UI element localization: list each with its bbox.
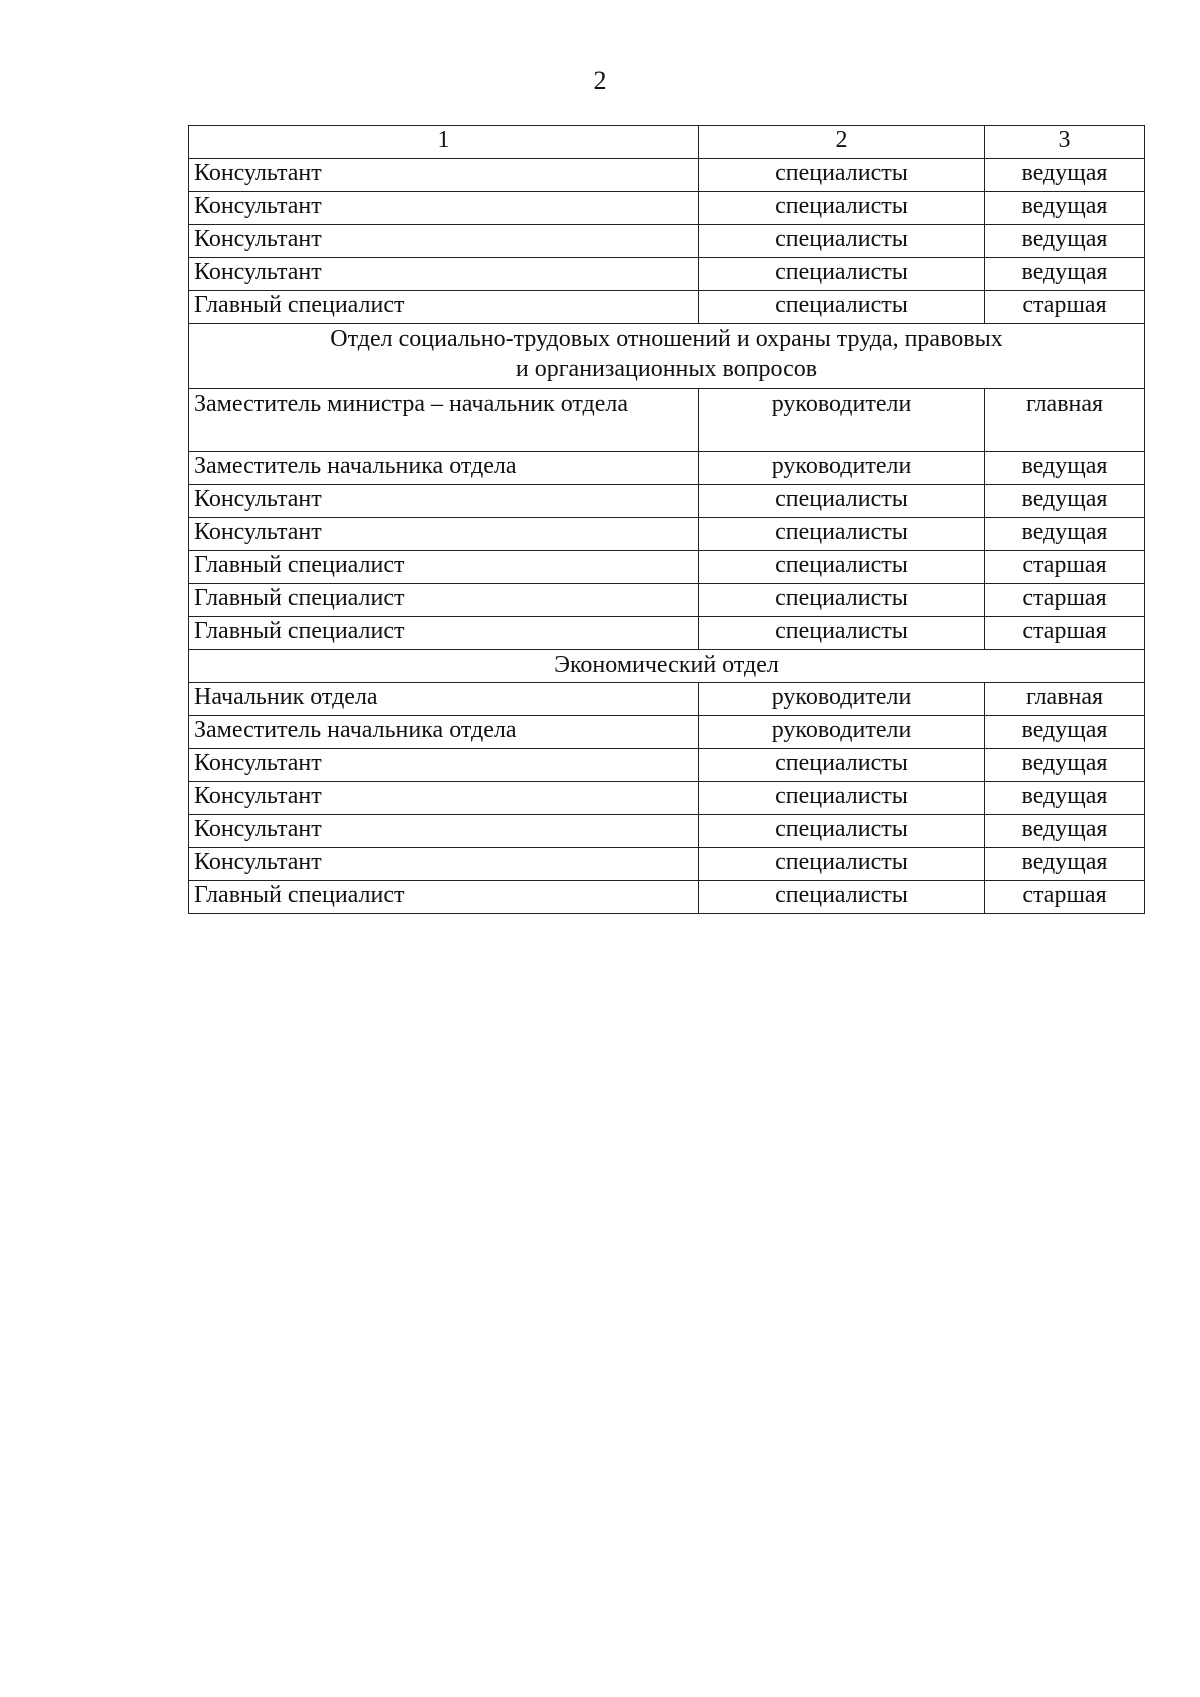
group-cell: руководители — [699, 716, 985, 749]
positions-table — [188, 125, 1145, 914]
category-cell: старшая — [985, 617, 1145, 650]
position-cell: Консультант — [189, 159, 699, 192]
category-cell: старшая — [985, 584, 1145, 617]
position-cell: Заместитель начальника отдела — [189, 716, 699, 749]
position-cell: Консультант — [189, 258, 699, 291]
header-cell-3: 3 — [985, 126, 1145, 159]
position-cell: Главный специалист — [189, 291, 699, 324]
table-row — [189, 815, 1145, 848]
category-cell: ведущая — [985, 716, 1145, 749]
group-cell: специалисты — [699, 749, 985, 782]
category-cell: ведущая — [985, 782, 1145, 815]
table-header-row — [189, 126, 1145, 159]
section-row-social-labor — [189, 324, 1145, 389]
table-row — [189, 881, 1145, 914]
table-row — [189, 584, 1145, 617]
header-cell-2: 2 — [699, 126, 985, 159]
group-cell: специалисты — [699, 291, 985, 324]
group-cell: руководители — [699, 452, 985, 485]
position-cell: Консультант — [189, 192, 699, 225]
group-cell: специалисты — [699, 225, 985, 258]
section-row-economic — [189, 650, 1145, 683]
category-cell: ведущая — [985, 848, 1145, 881]
section-title — [189, 650, 1145, 683]
table-row — [189, 389, 1145, 452]
section-title — [189, 324, 1145, 389]
group-cell: руководители — [699, 683, 985, 716]
position-cell: Главный специалист — [189, 881, 699, 914]
category-cell: старшая — [985, 881, 1145, 914]
section-title-line-1: Отдел социально-трудовых отношений и охраны труда, правовых — [330, 326, 1003, 352]
category-cell: ведущая — [985, 452, 1145, 485]
position-cell: Консультант — [189, 485, 699, 518]
position-cell: Консультант — [189, 749, 699, 782]
table-row — [189, 551, 1145, 584]
position-cell: Консультант — [189, 225, 699, 258]
category-cell: ведущая — [985, 225, 1145, 258]
position-cell: Консультант — [189, 782, 699, 815]
table-row — [189, 192, 1145, 225]
group-cell: специалисты — [699, 258, 985, 291]
table-row — [189, 848, 1145, 881]
category-cell: ведущая — [985, 258, 1145, 291]
table-row — [189, 225, 1145, 258]
group-cell: специалисты — [699, 192, 985, 225]
category-cell: главная — [985, 683, 1145, 716]
page-number: 2 — [593, 66, 607, 95]
group-cell: специалисты — [699, 159, 985, 192]
section-title-line-2: и организационных вопросов — [515, 356, 818, 382]
position-cell: Консультант — [189, 518, 699, 551]
group-cell: специалисты — [699, 782, 985, 815]
table-row — [189, 258, 1145, 291]
position-cell: Начальник отдела — [189, 683, 699, 716]
group-cell: специалисты — [699, 485, 985, 518]
table-row — [189, 749, 1145, 782]
category-cell: ведущая — [985, 485, 1145, 518]
group-cell: руководители — [699, 389, 985, 452]
position-cell: Консультант — [189, 848, 699, 881]
group-cell: специалисты — [699, 881, 985, 914]
table-row — [189, 485, 1145, 518]
group-cell: специалисты — [699, 584, 985, 617]
table-row — [189, 159, 1145, 192]
section-title-line-1: Экономический отдел — [554, 652, 779, 678]
table-body — [189, 126, 1145, 914]
table-row — [189, 452, 1145, 485]
table-row — [189, 518, 1145, 551]
category-cell: старшая — [985, 551, 1145, 584]
position-cell: Главный специалист — [189, 617, 699, 650]
header-cell-1: 1 — [189, 126, 699, 159]
position-cell: Заместитель начальника отдела — [189, 452, 699, 485]
group-cell: специалисты — [699, 551, 985, 584]
category-cell: ведущая — [985, 749, 1145, 782]
group-cell: специалисты — [699, 518, 985, 551]
table-row — [189, 716, 1145, 749]
position-cell: Заместитель министра – начальник отдела — [189, 389, 699, 452]
group-cell: специалисты — [699, 617, 985, 650]
category-cell: старшая — [985, 291, 1145, 324]
table-row — [189, 617, 1145, 650]
position-cell: Главный специалист — [189, 584, 699, 617]
category-cell: ведущая — [985, 518, 1145, 551]
table-row — [189, 291, 1145, 324]
category-cell: главная — [985, 389, 1145, 452]
category-cell: ведущая — [985, 159, 1145, 192]
group-cell: специалисты — [699, 848, 985, 881]
table-row — [189, 782, 1145, 815]
position-cell: Консультант — [189, 815, 699, 848]
category-cell: ведущая — [985, 815, 1145, 848]
category-cell: ведущая — [985, 192, 1145, 225]
position-cell: Главный специалист — [189, 551, 699, 584]
table-row — [189, 683, 1145, 716]
group-cell: специалисты — [699, 815, 985, 848]
